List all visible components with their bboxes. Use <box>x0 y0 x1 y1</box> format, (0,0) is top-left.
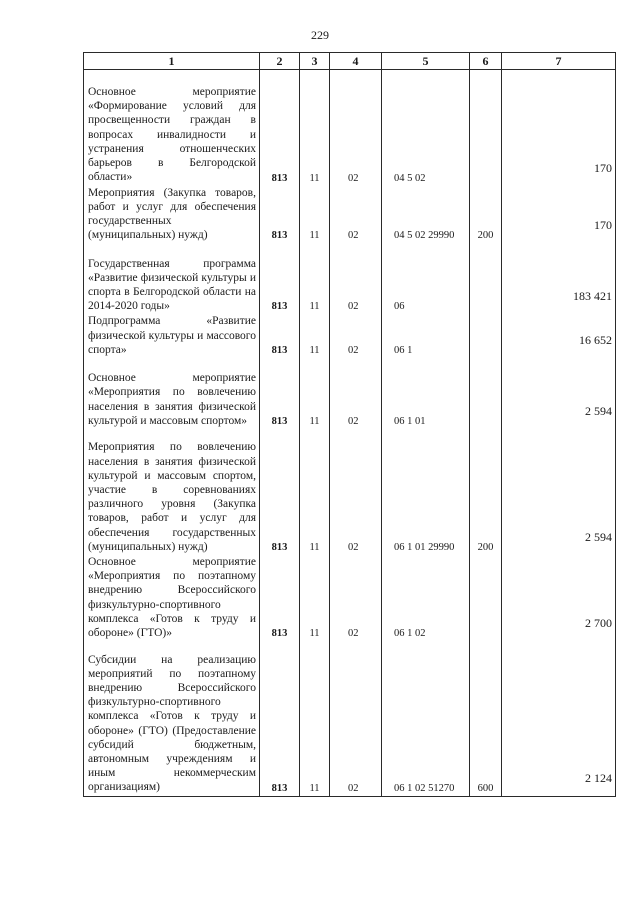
cell-c6 <box>470 314 502 358</box>
row-name: Основное мероприятие «Мероприятия по поэтапному внедрению Всероссийского физкультурно-спортивного комплекса «Готов к труду и обороне» (ГТО)» <box>84 555 260 641</box>
cell-c2: 813 <box>260 243 300 314</box>
table-row <box>84 70 616 186</box>
cell-amount: 170 <box>502 186 616 244</box>
cell-c6 <box>470 243 502 314</box>
cell-c5: 06 1 02 <box>382 555 470 641</box>
cell-c3: 11 <box>300 314 330 358</box>
cell-c2: 813 <box>260 358 300 429</box>
cell-c4: 02 <box>330 555 382 641</box>
cell-c6: 600 <box>470 641 502 796</box>
cell-c4: 02 <box>330 641 382 796</box>
table-row <box>84 314 616 358</box>
cell-c3: 11 <box>300 70 330 186</box>
cell-c4: 02 <box>330 186 382 244</box>
cell-amount: 16 652 <box>502 314 616 358</box>
cell-c2: 813 <box>260 429 300 555</box>
cell-c5: 06 1 <box>382 314 470 358</box>
cell-c3: 11 <box>300 641 330 796</box>
cell-c6 <box>470 70 502 186</box>
cell-c5: 06 1 02 51270 <box>382 641 470 796</box>
cell-amount: 2 124 <box>502 641 616 796</box>
table-row <box>84 429 616 555</box>
cell-c5: 04 5 02 29990 <box>382 186 470 244</box>
cell-amount: 183 421 <box>502 243 616 314</box>
row-name: Мероприятия (Закупка товаров, работ и услуг для обеспечения государственных (муниципальных) нужд) <box>84 186 260 244</box>
budget-table <box>83 52 616 797</box>
cell-c4: 02 <box>330 243 382 314</box>
row-name: Государственная программа «Развитие физической культуры и спорта в Белгородской области на 2014-2020 годы» <box>84 243 260 314</box>
cell-c5: 04 5 02 <box>382 70 470 186</box>
row-name: Основное мероприятие «Мероприятия по вовлечению населения в занятия физической культурой и массовым спортом» <box>84 358 260 429</box>
col-header-2: 2 <box>260 53 300 70</box>
cell-c4: 02 <box>330 70 382 186</box>
cell-c2: 813 <box>260 641 300 796</box>
cell-amount: 2 594 <box>502 429 616 555</box>
cell-c6 <box>470 358 502 429</box>
cell-c2: 813 <box>260 555 300 641</box>
cell-c3: 11 <box>300 186 330 244</box>
cell-c6: 200 <box>470 186 502 244</box>
col-header-1: 1 <box>84 53 260 70</box>
cell-c6 <box>470 555 502 641</box>
cell-c5: 06 1 01 29990 <box>382 429 470 555</box>
cell-amount: 2 594 <box>502 358 616 429</box>
col-header-3: 3 <box>300 53 330 70</box>
table-row <box>84 555 616 641</box>
cell-amount: 170 <box>502 70 616 186</box>
col-header-5: 5 <box>382 53 470 70</box>
cell-c5: 06 <box>382 243 470 314</box>
row-name: Основное мероприятие «Формирование условий для просвещенности граждан в вопросах инвалидности и устранения отношенческих барьеров в Белгородской области» <box>84 70 260 186</box>
cell-c2: 813 <box>260 70 300 186</box>
table-row <box>84 641 616 796</box>
col-header-6: 6 <box>470 53 502 70</box>
cell-c3: 11 <box>300 429 330 555</box>
cell-c2: 813 <box>260 314 300 358</box>
cell-c3: 11 <box>300 358 330 429</box>
cell-c4: 02 <box>330 358 382 429</box>
cell-c3: 11 <box>300 243 330 314</box>
cell-c4: 02 <box>330 429 382 555</box>
page-number: 229 <box>311 28 329 42</box>
cell-amount: 2 700 <box>502 555 616 641</box>
table-row <box>84 186 616 244</box>
cell-c2: 813 <box>260 186 300 244</box>
cell-c4: 02 <box>330 314 382 358</box>
table-row <box>84 358 616 429</box>
row-name: Подпрограмма «Развитие физической культуры и массового спорта» <box>84 314 260 358</box>
cell-c3: 11 <box>300 555 330 641</box>
header-row <box>84 53 616 70</box>
row-name: Мероприятия по вовлечению населения в занятия физической культурой и массовым спортом, участие в соревнованиях различного уровня (Закупка товаров, работ и услуг для обеспечения государственных (муниципальных) нужд) <box>84 429 260 555</box>
cell-c5: 06 1 01 <box>382 358 470 429</box>
col-header-4: 4 <box>330 53 382 70</box>
cell-c6: 200 <box>470 429 502 555</box>
col-header-7: 7 <box>502 53 616 70</box>
row-name: Субсидии на реализацию мероприятий по поэтапному внедрению Всероссийского физкультурно-спортивного комплекса «Готов к труду и обороне» (ГТО) (Предоставление субсидий бюджетным, автономным учреждениям и иным некоммерческим организациям) <box>84 641 260 796</box>
table-row <box>84 243 616 314</box>
